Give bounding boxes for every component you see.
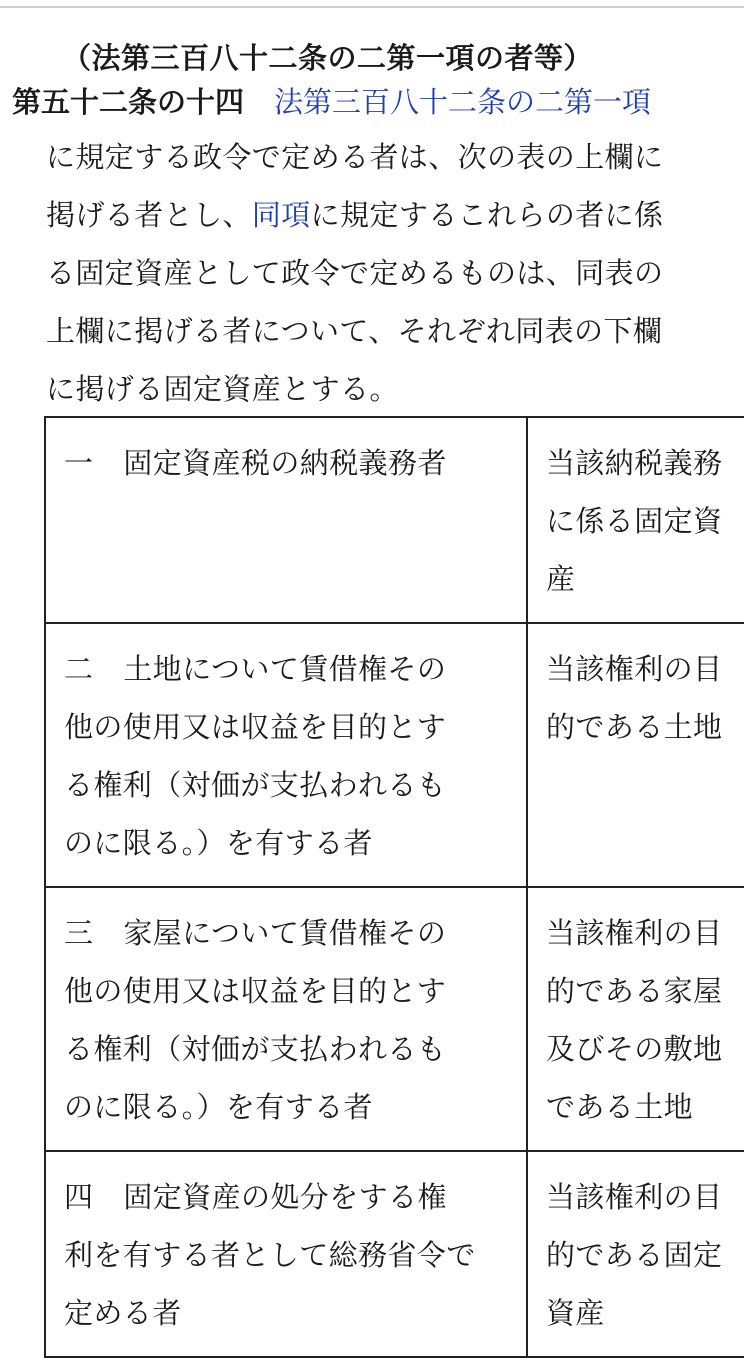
row-number: 一 (64, 446, 94, 480)
article-number: 第五十二条の十四 (12, 85, 245, 119)
table-cell-holder: 三 家屋について賃借権その 他の使用又は収益を目的とす る権利（対価が支払われるも のに限る。）を有する者 (45, 887, 527, 1151)
body-line: に掲げる固定資産とする。 (46, 372, 399, 406)
table-row (45, 887, 744, 1151)
table-cell-asset: 当該権利の目 的である家屋 及びその敷地 である土地 (527, 887, 744, 1151)
body-line: 掲げる者とし、同項に規定するこれらの者に係 (46, 198, 664, 232)
top-divider (0, 0, 744, 8)
table-cell-holder: 四 固定資産の処分をする権 利を有する者として総務省令で 定める者 (45, 1151, 527, 1357)
row-number: 四 (64, 1180, 94, 1214)
table-row (45, 417, 744, 623)
table-row (45, 1151, 744, 1357)
table-row (45, 623, 744, 887)
table-cell-asset: 当該納税義務 に係る固定資 産 (527, 417, 744, 623)
table-cell-holder: 一 固定資産税の納税義務者 (45, 417, 527, 623)
article-caption: （法第三百八十二条の二第一項の者等） (62, 41, 594, 75)
body-line: に規定する政令で定める者は、次の表の上欄に (46, 140, 664, 174)
table-cell-asset: 当該権利の目 的である固定 資産 (527, 1151, 744, 1357)
body-line: 上欄に掲げる者について、それぞれ同表の下欄 (46, 314, 663, 348)
article-heading (12, 80, 651, 121)
law-reference-link[interactable]: 法第三百八十二条の二第一項 (274, 85, 652, 119)
body-line: る固定資産として政令で定めるものは、同表の (46, 256, 664, 290)
article-body (46, 128, 736, 418)
row-number: 三 (64, 916, 94, 950)
same-item-link[interactable]: 同項 (251, 198, 311, 232)
table-cell-asset: 当該権利の目 的である土地 (527, 623, 744, 887)
row-number: 二 (64, 652, 94, 686)
table-cell-holder: 二 土地について賃借権その 他の使用又は収益を目的とす る権利（対価が支払われるも のに限る。）を有する者 (45, 623, 527, 887)
fixed-asset-table (44, 416, 744, 1358)
